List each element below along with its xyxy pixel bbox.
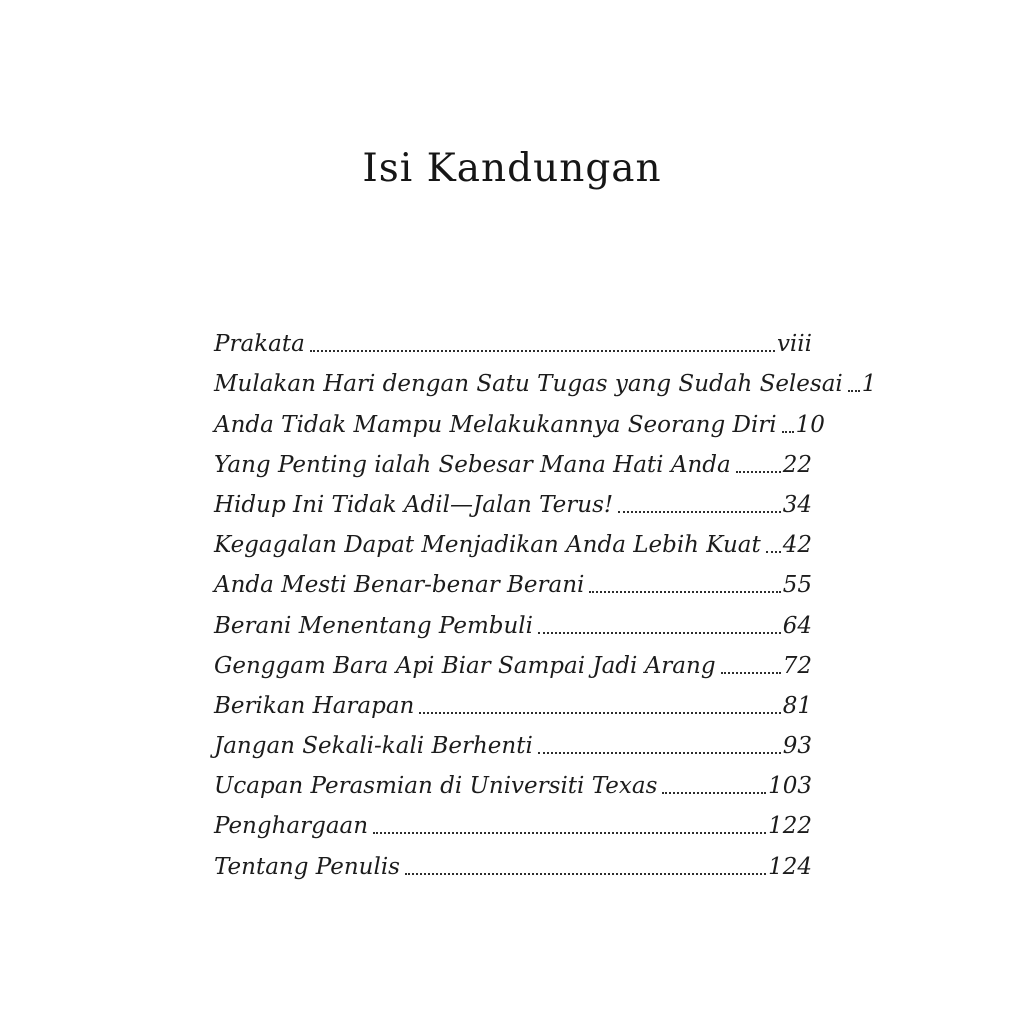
dot-leader xyxy=(662,792,766,794)
toc-entry-page: 124 xyxy=(768,853,812,880)
toc-entry xyxy=(214,605,812,645)
dot-leader xyxy=(618,511,781,513)
toc-entry xyxy=(214,806,812,846)
dot-leader xyxy=(782,431,794,433)
toc-entry xyxy=(214,766,812,806)
toc-entry-label: Ucapan Perasmian di Universiti Texas xyxy=(214,773,658,800)
toc-entry-label: Genggam Bara Api Biar Sampai Jadi Arang xyxy=(214,652,716,679)
toc-entry xyxy=(214,445,812,485)
dot-leader xyxy=(538,632,781,634)
toc-entry-label: Anda Tidak Mampu Melakukannya Seorang Diri xyxy=(214,411,777,438)
toc-entry-page: 34 xyxy=(782,491,812,518)
dot-leader xyxy=(419,712,780,714)
page-title: Isi Kandungan xyxy=(362,146,662,191)
toc-list xyxy=(214,324,877,887)
dot-leader xyxy=(721,672,781,674)
toc-entry xyxy=(214,726,812,766)
toc-entry-label: Tentang Penulis xyxy=(214,853,400,880)
toc-entry-label: Mulakan Hari dengan Satu Tugas yang Sudah Selesai xyxy=(214,371,843,398)
toc-entry-label: Berani Menentang Pembuli xyxy=(214,612,534,639)
toc-entry-page: 72 xyxy=(782,652,812,679)
dot-leader xyxy=(405,873,766,875)
toc-entry-page: 55 xyxy=(782,572,812,599)
toc-entry-label: Penghargaan xyxy=(214,813,369,840)
toc-entry-label: Kegagalan Dapat Menjadikan Anda Lebih Kuat xyxy=(214,532,761,559)
toc-entry xyxy=(214,364,877,404)
toc-entry xyxy=(214,846,812,886)
dot-leader xyxy=(736,471,781,473)
toc-entry-page: 103 xyxy=(768,773,812,800)
toc-entry xyxy=(214,404,825,444)
toc-entry-page: 1 xyxy=(861,371,877,398)
toc-entry-page: 22 xyxy=(782,451,812,478)
toc-entry xyxy=(214,686,812,726)
toc-entry xyxy=(214,485,812,525)
dot-leader xyxy=(310,350,775,352)
dot-leader xyxy=(373,832,766,834)
toc-entry xyxy=(214,565,812,605)
toc-entry-label: Berikan Harapan xyxy=(214,692,415,719)
dot-leader xyxy=(538,752,781,754)
toc-entry-label: Prakata xyxy=(214,331,305,358)
toc-entry-label: Jangan Sekali-kali Berhenti xyxy=(214,733,533,760)
dot-leader xyxy=(589,591,780,593)
toc-entry-page: 42 xyxy=(782,532,812,559)
toc-entry-page: viii xyxy=(776,331,812,358)
toc-entry-page: 122 xyxy=(768,813,812,840)
toc-entry xyxy=(214,324,812,364)
toc-entry-label: Hidup Ini Tidak Adil—Jalan Terus! xyxy=(214,491,614,518)
toc-entry xyxy=(214,646,812,686)
dot-leader xyxy=(766,551,781,553)
toc-entry-label: Yang Penting ialah Sebesar Mana Hati Anda xyxy=(214,451,731,478)
toc-entry-page: 10 xyxy=(795,411,825,438)
dot-leader xyxy=(848,390,860,392)
toc-entry-page: 64 xyxy=(782,612,812,639)
toc-entry-page: 81 xyxy=(782,692,812,719)
toc-entry xyxy=(214,525,812,565)
toc-entry-label: Anda Mesti Benar-benar Berani xyxy=(214,572,585,599)
toc-entry-page: 93 xyxy=(782,733,812,760)
